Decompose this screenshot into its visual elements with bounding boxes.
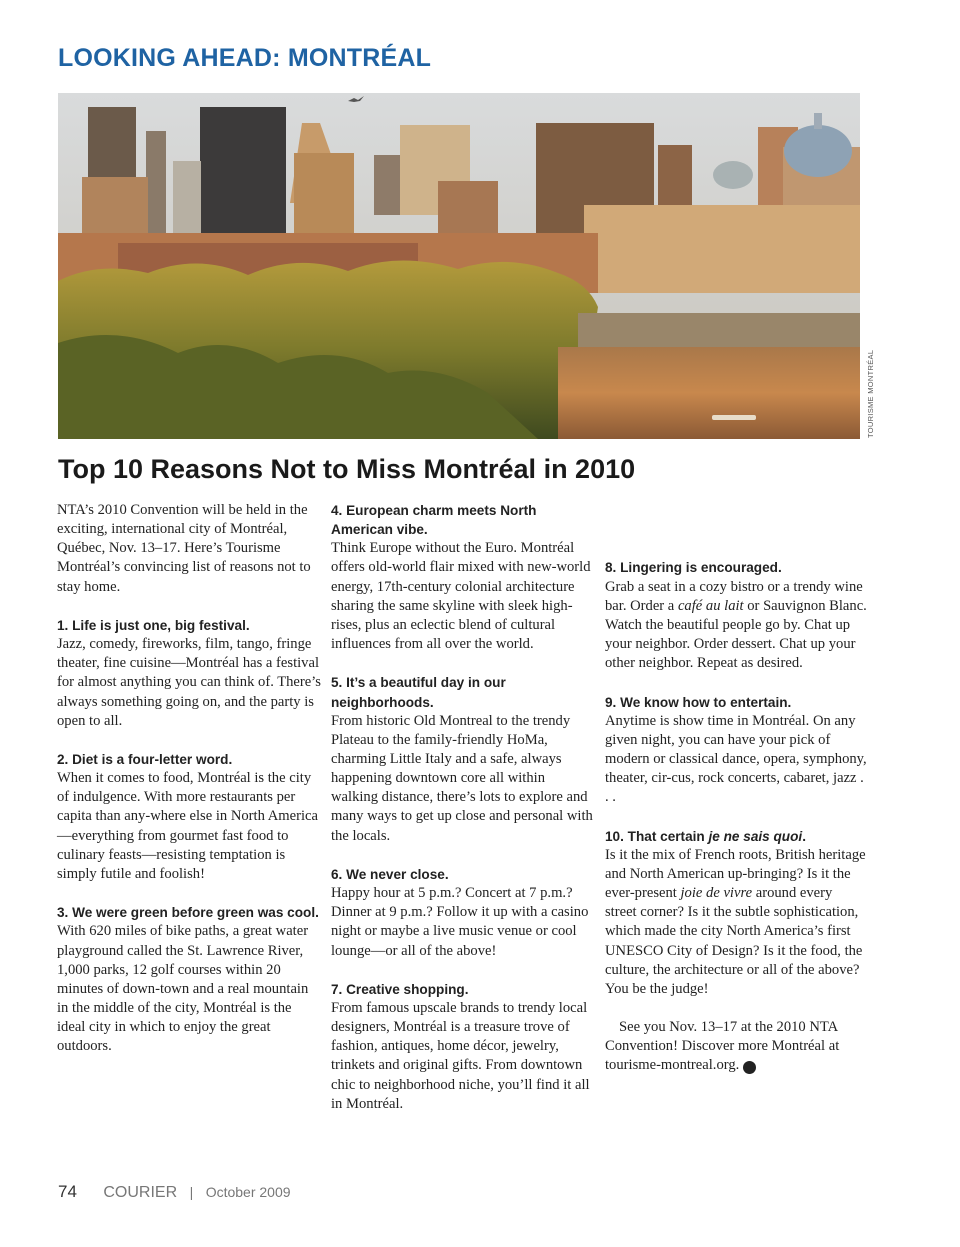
reason-body: When it comes to food, Montréal is the city of indulgence. With more restaurants per capita than any-where else in North America—everything from gourmet fast food to culinary feasts—resisting temptation is simply futile and foolish!	[57, 770, 318, 882]
article-headline: Top 10 Reasons Not to Miss Montréal in 2010	[58, 454, 636, 484]
end-of-article-icon: C	[743, 1061, 756, 1074]
column-2	[331, 501, 593, 1133]
reason-body: Jazz, comedy, fireworks, film, tango, fringe theater, fine cuisine—Montréal has a festival for almost anything you can think of. There’s always something going on, and the party is open to all.	[57, 636, 321, 729]
reason-7	[331, 980, 593, 1114]
reason-body: around every street corner? Is it the subtle sophistication, which made the city North America’s first UNESCO City of Design? Is it the food, the culture, the architecture or all of the above? You be the judge!	[605, 885, 863, 997]
reason-body: Is it the mix of French roots, British heritage and North American up-bringing? Is it the ever-present	[605, 846, 866, 902]
heading-part: .	[802, 828, 806, 844]
reason-heading	[605, 827, 867, 846]
montreal-skyline-photo	[58, 93, 860, 439]
issue-date: October 2009	[205, 1184, 291, 1200]
reason-body-emphasis: joie de vivre	[680, 885, 753, 902]
column-1	[57, 501, 321, 1076]
reason-10	[605, 827, 867, 999]
heading-part: 10. That certain	[605, 828, 709, 844]
reason-body: Anytime is show time in Montréal. On any given night, you can have your pick of modern or classical dance, opera, symphony, theater, cir-cus, rock concerts, cabaret, jazz . . .	[605, 712, 867, 806]
reason-heading: 5. It’s a beautiful day in our neighborhoods.	[331, 675, 506, 710]
reason-heading: 3. We were green before green was cool.	[57, 905, 319, 921]
closing-paragraph	[605, 1018, 867, 1075]
reason-1	[57, 616, 321, 731]
reason-heading: 6. We never close.	[331, 866, 449, 882]
reason-body: From historic Old Montreal to the trendy Plateau to the family-friendly HoMa, charming Little Italy and a safe, always happening downtown core all within walking distance, there’s lots to explore and many ways to get up close and personal with the locals.	[331, 712, 593, 844]
reason-heading: 2. Diet is a four-letter word.	[57, 752, 233, 767]
page-number: 74	[58, 1182, 77, 1201]
intro-paragraph: NTA’s 2010 Convention will be held in the exciting, international city of Montréal, Québec, Nov. 13–17. Here’s Tourisme Montréal’s convincing list of reasons not to stay home.	[57, 502, 311, 595]
photo-credit: TOURISME MONTRÉAL	[866, 349, 875, 438]
reason-body: Grab a seat in a cozy bistro or a trendy wine bar. Order a	[605, 578, 863, 614]
closing-text: See you Nov. 13–17 at the 2010 NTA Convention! Discover more Montréal at tourisme-montreal.org.	[605, 1019, 840, 1074]
reason-5	[331, 673, 593, 845]
publication-name: COURIER	[103, 1184, 178, 1201]
reason-9	[605, 693, 867, 808]
reason-3	[57, 903, 321, 1056]
reason-body-emphasis: café au lait	[677, 597, 744, 614]
column-3	[605, 501, 867, 1095]
reason-body: With 620 miles of bike paths, a great water playground called the St. Lawrence River, 1,000 parks, 12 golf courses within 20 minutes of down-town and a real mountain in the middle of the city, Montréal is the ideal city in which to enjoy the great outdoors.	[57, 923, 309, 1055]
reason-body: Happy hour at 5 p.m.? Concert at 7 p.m.? Dinner at 9 p.m.? Follow it up with a casino night or maybe a live music venue or cool lounge—or all of the above!	[331, 885, 589, 959]
reason-heading: 1. Life is just one, big festival.	[57, 617, 250, 633]
reason-body: or Sauvignon Blanc. Watch the beautiful people go by. Chat up your neighbor. Order dessert. Chat up your other neighbor. Repeat as desired.	[605, 597, 867, 672]
page-footer	[58, 1182, 291, 1202]
reason-6	[331, 865, 593, 961]
reason-8	[605, 558, 867, 673]
reason-4	[331, 501, 593, 654]
heading-emphasis: je ne sais quoi	[708, 828, 803, 844]
reason-body: From famous upscale brands to trendy local designers, Montréal is a treasure trove of fashion, antiques, home décor, jewelry, trinkets and original gifts. From downtown chic to neighborhood niche, you’ll find it all in Montréal.	[331, 1000, 590, 1112]
reason-heading: 8. Lingering is encouraged.	[605, 560, 782, 576]
reason-2	[57, 750, 321, 884]
reason-heading: 4. European charm meets North American vibe.	[331, 503, 537, 538]
reason-heading: 9. We know how to entertain.	[605, 694, 792, 710]
reason-heading: 7. Creative shopping.	[331, 981, 469, 997]
footer-separator: |	[189, 1184, 194, 1200]
section-title: LOOKING AHEAD: MONTRÉAL	[58, 44, 432, 72]
reason-body: Think Europe without the Euro. Montréal offers old-world flair mixed with new-world energy, 17th-century colonial architecture sharing the same skyline with sleek high-rises, plus an eclectic blend of cultural influences from all over the world.	[331, 540, 591, 653]
reason-7-continued-spacer	[605, 501, 867, 539]
